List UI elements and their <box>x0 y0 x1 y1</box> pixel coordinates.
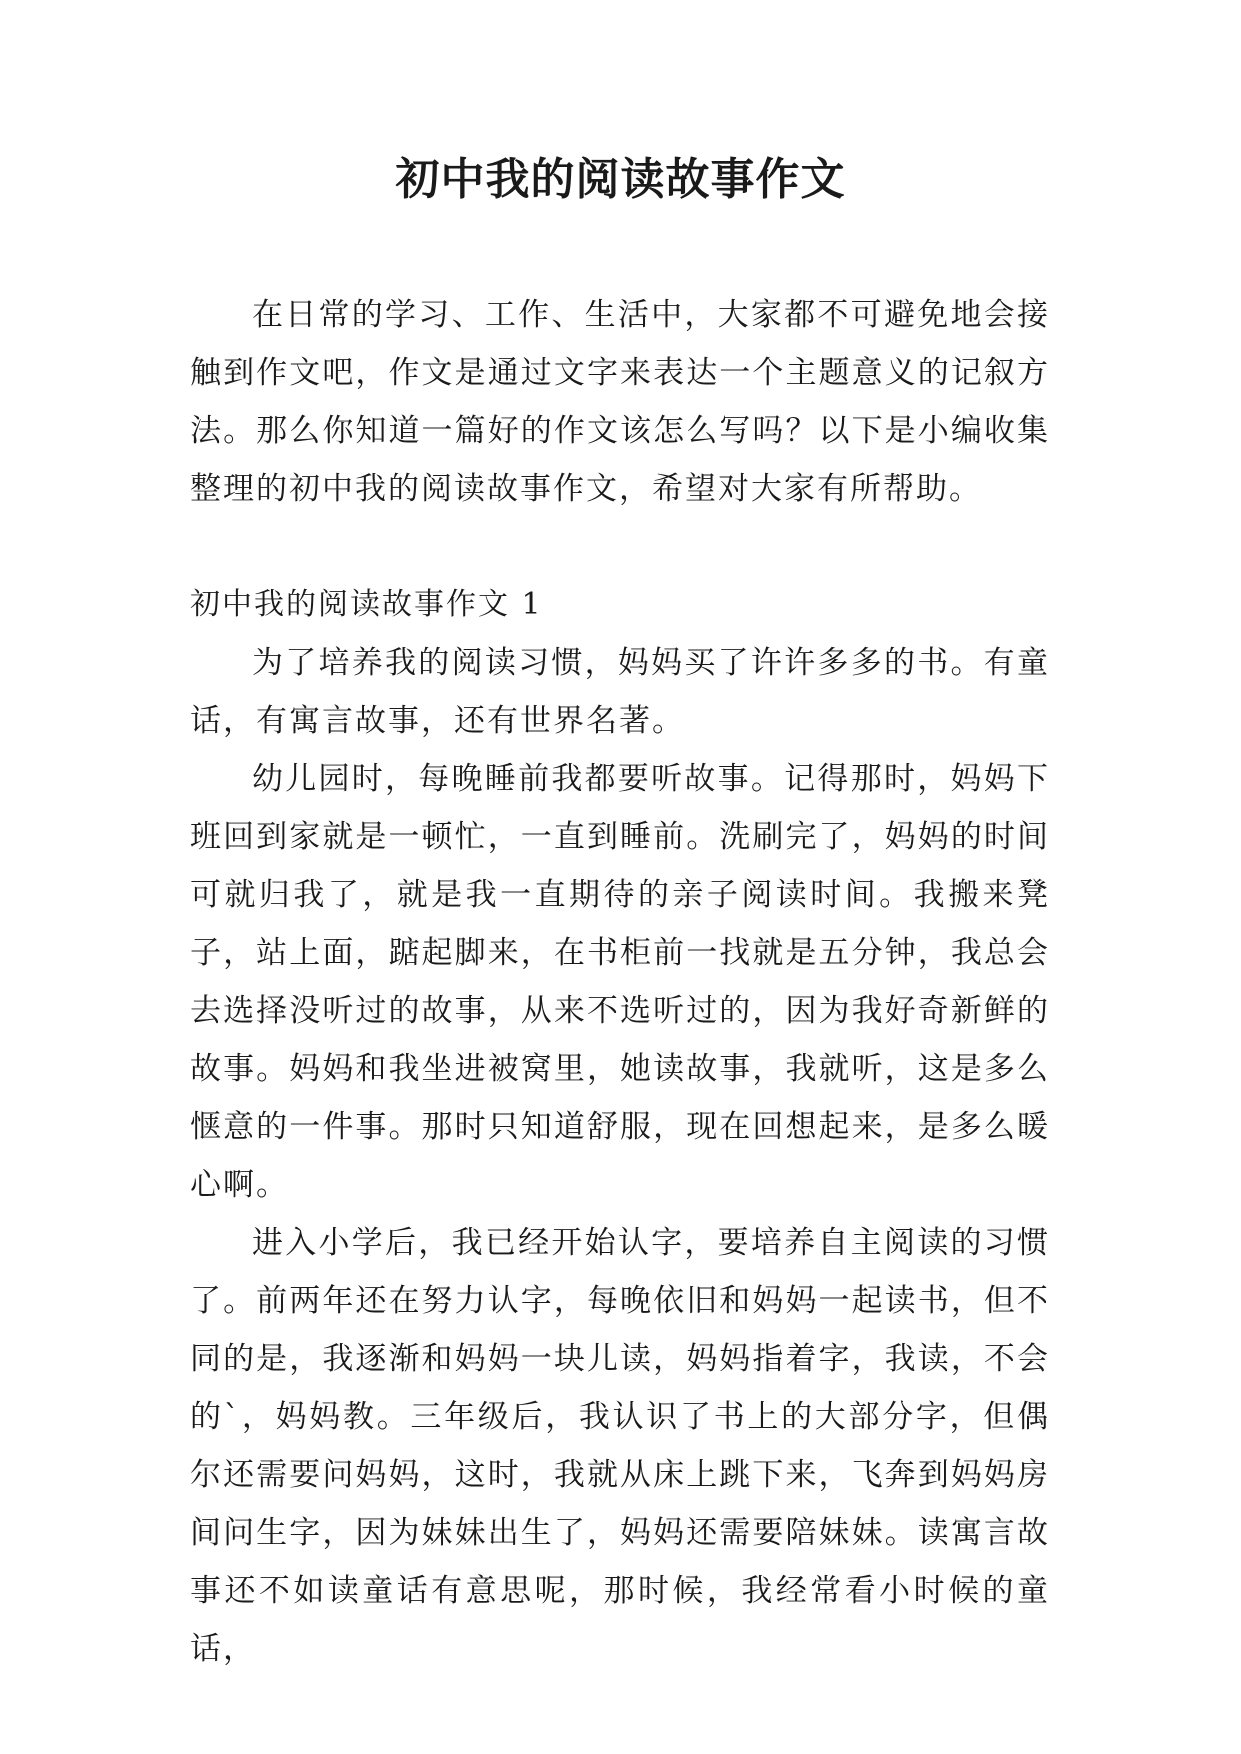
body-paragraph-1: 为了培养我的阅读习惯，妈妈买了许许多多的书。有童话，有寓言故事，还有世界名著。 <box>190 645 1050 739</box>
section-heading: 初中我的阅读故事作文 1 <box>190 587 543 622</box>
document-body <box>190 286 1050 1678</box>
body-paragraph-3: 进入小学后，我已经开始认字，要培养自主阅读的习惯了。前两年还在努力认字，每晚依旧和妈妈一起读书，但不同的是，我逐渐和妈妈一块儿读，妈妈指着字，我读，不会的`，妈妈教。三年级后，我认识了书上的大部分字，但偶尔还需要问妈妈，这时，我就从床上跳下来，飞奔到妈妈房间问生字，因为妹妹出生了，妈妈还需要陪妹妹。读寓言故事还不如读童话有意思呢，那时候，我经常看小时候的童话， <box>190 1225 1050 1667</box>
body-paragraph-2: 幼儿园时，每晚睡前我都要听故事。记得那时，妈妈下班回到家就是一顿忙，一直到睡前。洗刷完了，妈妈的时间可就归我了，就是我一直期待的亲子阅读时间。我搬来凳子，站上面，踮起脚来，在书柜前一找就是五分钟，我总会去选择没听过的故事，从来不选听过的，因为我好奇新鲜的故事。妈妈和我坐进被窝里，她读故事，我就听，这是多么惬意的一件事。那时只知道舒服，现在回想起来，是多么暖心啊。 <box>190 761 1050 1203</box>
intro-paragraph: 在日常的学习、工作、生活中，大家都不可避免地会接触到作文吧，作文是通过文字来表达一个主题意义的记叙方法。那么你知道一篇好的作文该怎么写吗？以下是小编收集整理的初中我的阅读故事作文，希望对大家有所帮助。 <box>190 297 1050 507</box>
document-title: 初中我的阅读故事作文 <box>395 154 846 205</box>
